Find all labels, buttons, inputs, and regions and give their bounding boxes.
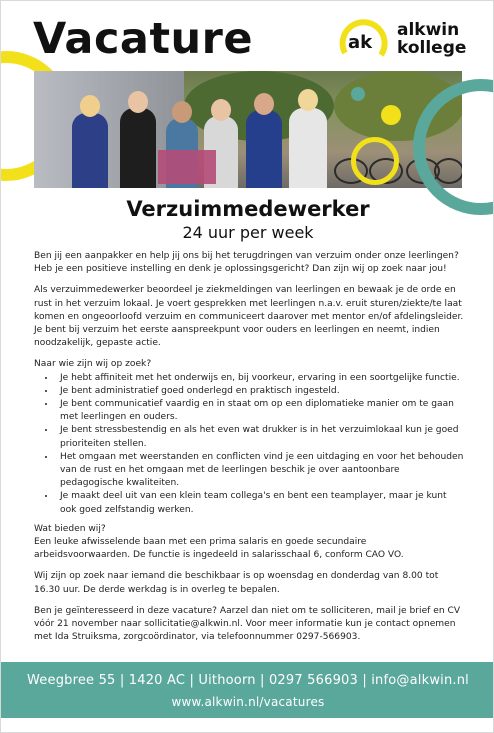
description-paragraph: Als verzuimmedewerker beoordeel je ziekmeldingen van leerlingen en bewaak je de orde en rust in het verzuim lokaal. Je voert gesprekken met leerlingen n.a.v. eruit sturen/ziekte/te laat komen en ongeoorloofd verzuim en communiceert daarover met mentor en/of afdelingsleider. Je bent bij verzuim het eerste aanspreekpunt voor ouders en leerlingen en neemt, indien noodzakelijk, gepaste actie. [34,285,464,349]
list-item: • Het omgaan met weerstanden en conflicten vind je een uitdaging en voor het behouden van de rust en het omgaan met de leerlingen beschik je over aantoonbare pedagogische kwaliteiten. [56,451,464,491]
list-item: • Je maakt deel uit van een klein team collega's en bent een teamplayer, maar je kunt ook goed zelfstandig werken. [56,490,464,516]
footer-contact-line: Weegbree 55 | 1420 AC | Uithoorn | 0297 566903 | info@alkwin.nl [27,673,469,688]
logo-line-2: kollege [397,38,467,58]
photo-student [72,113,108,188]
photo-student [120,108,156,188]
students-photo [34,71,462,188]
teal-dot-decoration [351,87,365,101]
yellow-dot-decoration [381,105,401,125]
logo-text [397,21,466,57]
alkwin-logo-mark-icon [337,15,391,65]
photo-student-head [172,101,192,123]
yellow-ring-decoration [351,137,399,185]
apply-paragraph: Ben je geïnteresseerd in deze vacature? Aarzel dan niet om te solliciteren, mail je brief en CV vóór 21 november naar sollicitatie@alkwin.nl. Voor meer informatie kun je contact opnemen met Ida Struiksma, zorgcoördinator, via telefoonnummer 0297-566903. [34,605,461,643]
job-title: Verzuimmedewerker [126,197,370,221]
photo-student-head [211,99,231,121]
requirements-list [34,372,464,517]
photo-student-head [80,95,100,117]
list-item: • Je hebt affiniteit met het onderwijs en, bij voorkeur, ervaring in een soortgelijke functie. [56,372,464,385]
contact-footer [1,662,494,718]
requirements-heading: Naar wie zijn wij op zoek? [34,359,152,370]
photo-student-head [254,93,274,115]
photo-bike-crate [158,150,216,184]
alkwin-logo [337,15,487,67]
footer-website-link[interactable]: www.alkwin.nl/vacatures [171,695,325,709]
photo-student [289,108,327,188]
offer-paragraph: Een leuke afwisselende baan met een prima salaris en goede secundaire arbeidsvoorwaarden. De functie is ingedeeld in salarisschaal 6, conform CAO VO. [34,537,404,561]
photo-student-head [298,89,318,111]
intro-paragraph: Ben jij een aanpakker en help jij ons bij het terugdringen van verzuim onder onze leerlingen? Heb je een positieve instelling en denk je oplossingsgericht? Dan zijn wij op zoek naar jou! [34,251,459,275]
offer-heading: Wat bieden wij? [34,523,106,534]
vacancy-body [34,250,464,652]
photo-student [246,110,282,188]
photo-student-head [128,91,148,113]
svg-text:ak: ak [348,32,373,53]
logo-line-1: alkwin [397,20,460,40]
availability-paragraph: Wij zijn op zoek naar iemand die beschikbaar is op woensdag en donderdag van 8.00 tot 16.30 uur. De derde werkdag is in overleg te bepalen. [34,571,439,595]
list-item: • Je bent communicatief vaardig en in staat om op een diplomatieke manier om te gaan met leerlingen en ouders. [56,398,464,424]
list-item: • Je bent administratief goed onderlegd en praktisch ingesteld. [56,385,464,398]
job-hours: 24 uur per week [182,223,314,242]
list-item: • Je bent stressbestendig en als het even wat drukker is in het verzuimlokaal kun je goed prioriteiten stellen. [56,424,464,450]
page-title: Vacature [33,14,253,64]
